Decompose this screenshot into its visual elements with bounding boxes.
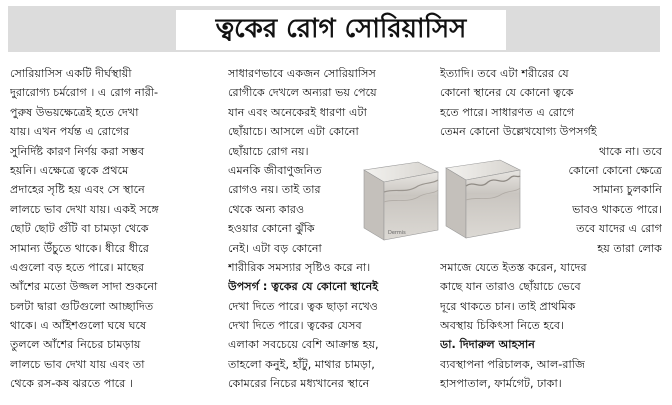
text-line: যায়। এখন পর্যন্ত এ রোগের xyxy=(10,125,130,139)
text-line: থাকে না। তবে xyxy=(599,144,662,158)
symptoms-line: উপসর্গ : ত্বকের যে কোনো স্থানেই xyxy=(228,280,379,294)
article-title: ত্বকের রোগ সোরিয়াসিস xyxy=(176,10,506,50)
author-name: ডা. দিদারুল আহসান xyxy=(440,338,535,352)
text-line: দেখা দিতে পারে। ত্বক ছাড়া নখেও xyxy=(228,299,379,313)
text-line: এগুলো বড় হতে পারে। মাছের xyxy=(10,260,145,274)
text-line: সোরিয়াসিস একটি দীর্ঘস্থায়ী xyxy=(10,67,132,80)
column-1 xyxy=(10,64,218,394)
text-line: সুনির্দিষ্ট কারণ নির্ণয় করা সম্ভব xyxy=(10,144,145,158)
text-line: রোগীকে দেখলে অন্যরা ভয় পেয়ে xyxy=(228,86,377,100)
text-line: ভাবও থাকতে পারে। xyxy=(572,202,662,216)
author-title: ব্যবস্থাপনা পরিচালক, আল-রাজি xyxy=(440,357,585,371)
right-block-side xyxy=(446,168,466,238)
text-line: দুরারোগ্য চর্মরোগ । এ রোগ নারী- xyxy=(10,86,159,100)
left-block-side xyxy=(364,170,384,240)
text-line: সামান্য উঁচুতে থাকে। ধীরে ধীরে xyxy=(10,241,149,255)
skin-cross-section-image xyxy=(360,156,522,242)
text-line: কোমরের নিচের মধ্যখানের স্থানে xyxy=(228,377,370,391)
text-line: ইত্যাদি। তবে এটা শরীরের যে xyxy=(440,67,569,80)
text-line: দেখা দিতে পারে। ত্বকের যেসব xyxy=(228,319,362,333)
text-line: হওয়ার কোনো ঝুঁকি xyxy=(228,222,315,236)
text-line: সমাজে যেতে ইতস্ত করেন, যাদের xyxy=(440,260,587,274)
text-line: নেই। এটা বড় কোনো xyxy=(228,241,322,255)
text-line: এমনকি জীবাণুজনিত xyxy=(228,163,322,177)
text-line: ছোঁয়াচে রোগ নয়। xyxy=(228,144,309,158)
text-line: তবে যাদের এ রোগ xyxy=(576,222,662,236)
text-line: অবস্থায় চিকিৎসা নিতে হবে। xyxy=(440,319,565,333)
text-line: হয়নি। এক্ষেত্রে ত্বকে প্রথমে xyxy=(10,163,129,177)
text-line: তেমন কোনো উল্লেখযোগ্য উপসর্গই xyxy=(440,125,597,139)
text-line: থাকে। এ আঁইশগুলো ঘষে ঘষে xyxy=(10,319,147,333)
text-line: আঁশের মতো উজ্জল সাদা শুকনো xyxy=(10,280,158,294)
text-line: তুললে আঁশের নিচের চামড়ায় xyxy=(10,338,141,352)
text-line: চলটা দ্বারা গুটিগুলো আচ্ছাদিত xyxy=(10,299,154,313)
text-line: এলাকা সবচেয়ে বেশি আক্রান্ত হয়, xyxy=(228,338,379,352)
skin-illustration xyxy=(360,156,522,242)
text-line: রোগও নয়। তাই তার xyxy=(228,183,321,197)
text-line: কোনো স্থানের যে কোনো ত্বকে xyxy=(440,86,574,100)
text-line: হয় তারা লোক xyxy=(597,241,662,255)
text-line: থেকে রস-কষ ঝরতে পারে । xyxy=(10,377,133,391)
text-line: দূরে থাকতে চান। তাই প্রাথমিক xyxy=(440,299,576,313)
text-line: হতে পারে। সাধারণত এ রোগে xyxy=(440,105,575,119)
author-hospital: হাসপাতাল, ফার্মগেট, ঢাকা। xyxy=(440,377,562,391)
title-banner xyxy=(8,6,660,52)
text-line: কাছে যান তারাও ছোঁয়াচে ভেবে xyxy=(440,280,581,294)
text-line: প্রদাহের সৃষ্টি হয় এবং সে স্থানে xyxy=(10,183,145,197)
text-line: পুরুষ উভয়ক্ষেত্রেই হতে দেখা xyxy=(10,105,139,119)
text-line: কোনো কোনো ক্ষেত্রে xyxy=(568,163,662,177)
text-line: সাধারণভাবে একজন সোরিয়াসিস xyxy=(228,67,376,80)
text-line: যান এবং অনেকেরই ধারণা এটা xyxy=(228,105,367,119)
text-line: শারীরিক সমস্যার সৃষ্টিও করে না। xyxy=(228,260,371,274)
text-line: লালচে ভাব দেখা যায়। একই সঙ্গে xyxy=(10,202,159,216)
text-line: সামান্য চুলকানি xyxy=(593,183,662,197)
text-line: ছোট ছোট গুঁটি বা চামড়া থেকে xyxy=(10,222,149,236)
text-line: থেকে অন্য কারও xyxy=(228,202,305,216)
dermis-label: Dermis xyxy=(388,230,406,236)
text-line: তাহলো কনুই, হাঁটু, মাথার চামড়া, xyxy=(228,357,375,371)
text-line: ছোঁয়াচে। আসলে এটা কোনো xyxy=(228,125,359,139)
text-line: লালচে ভাব দেখা যায় এবং তা xyxy=(10,357,145,371)
